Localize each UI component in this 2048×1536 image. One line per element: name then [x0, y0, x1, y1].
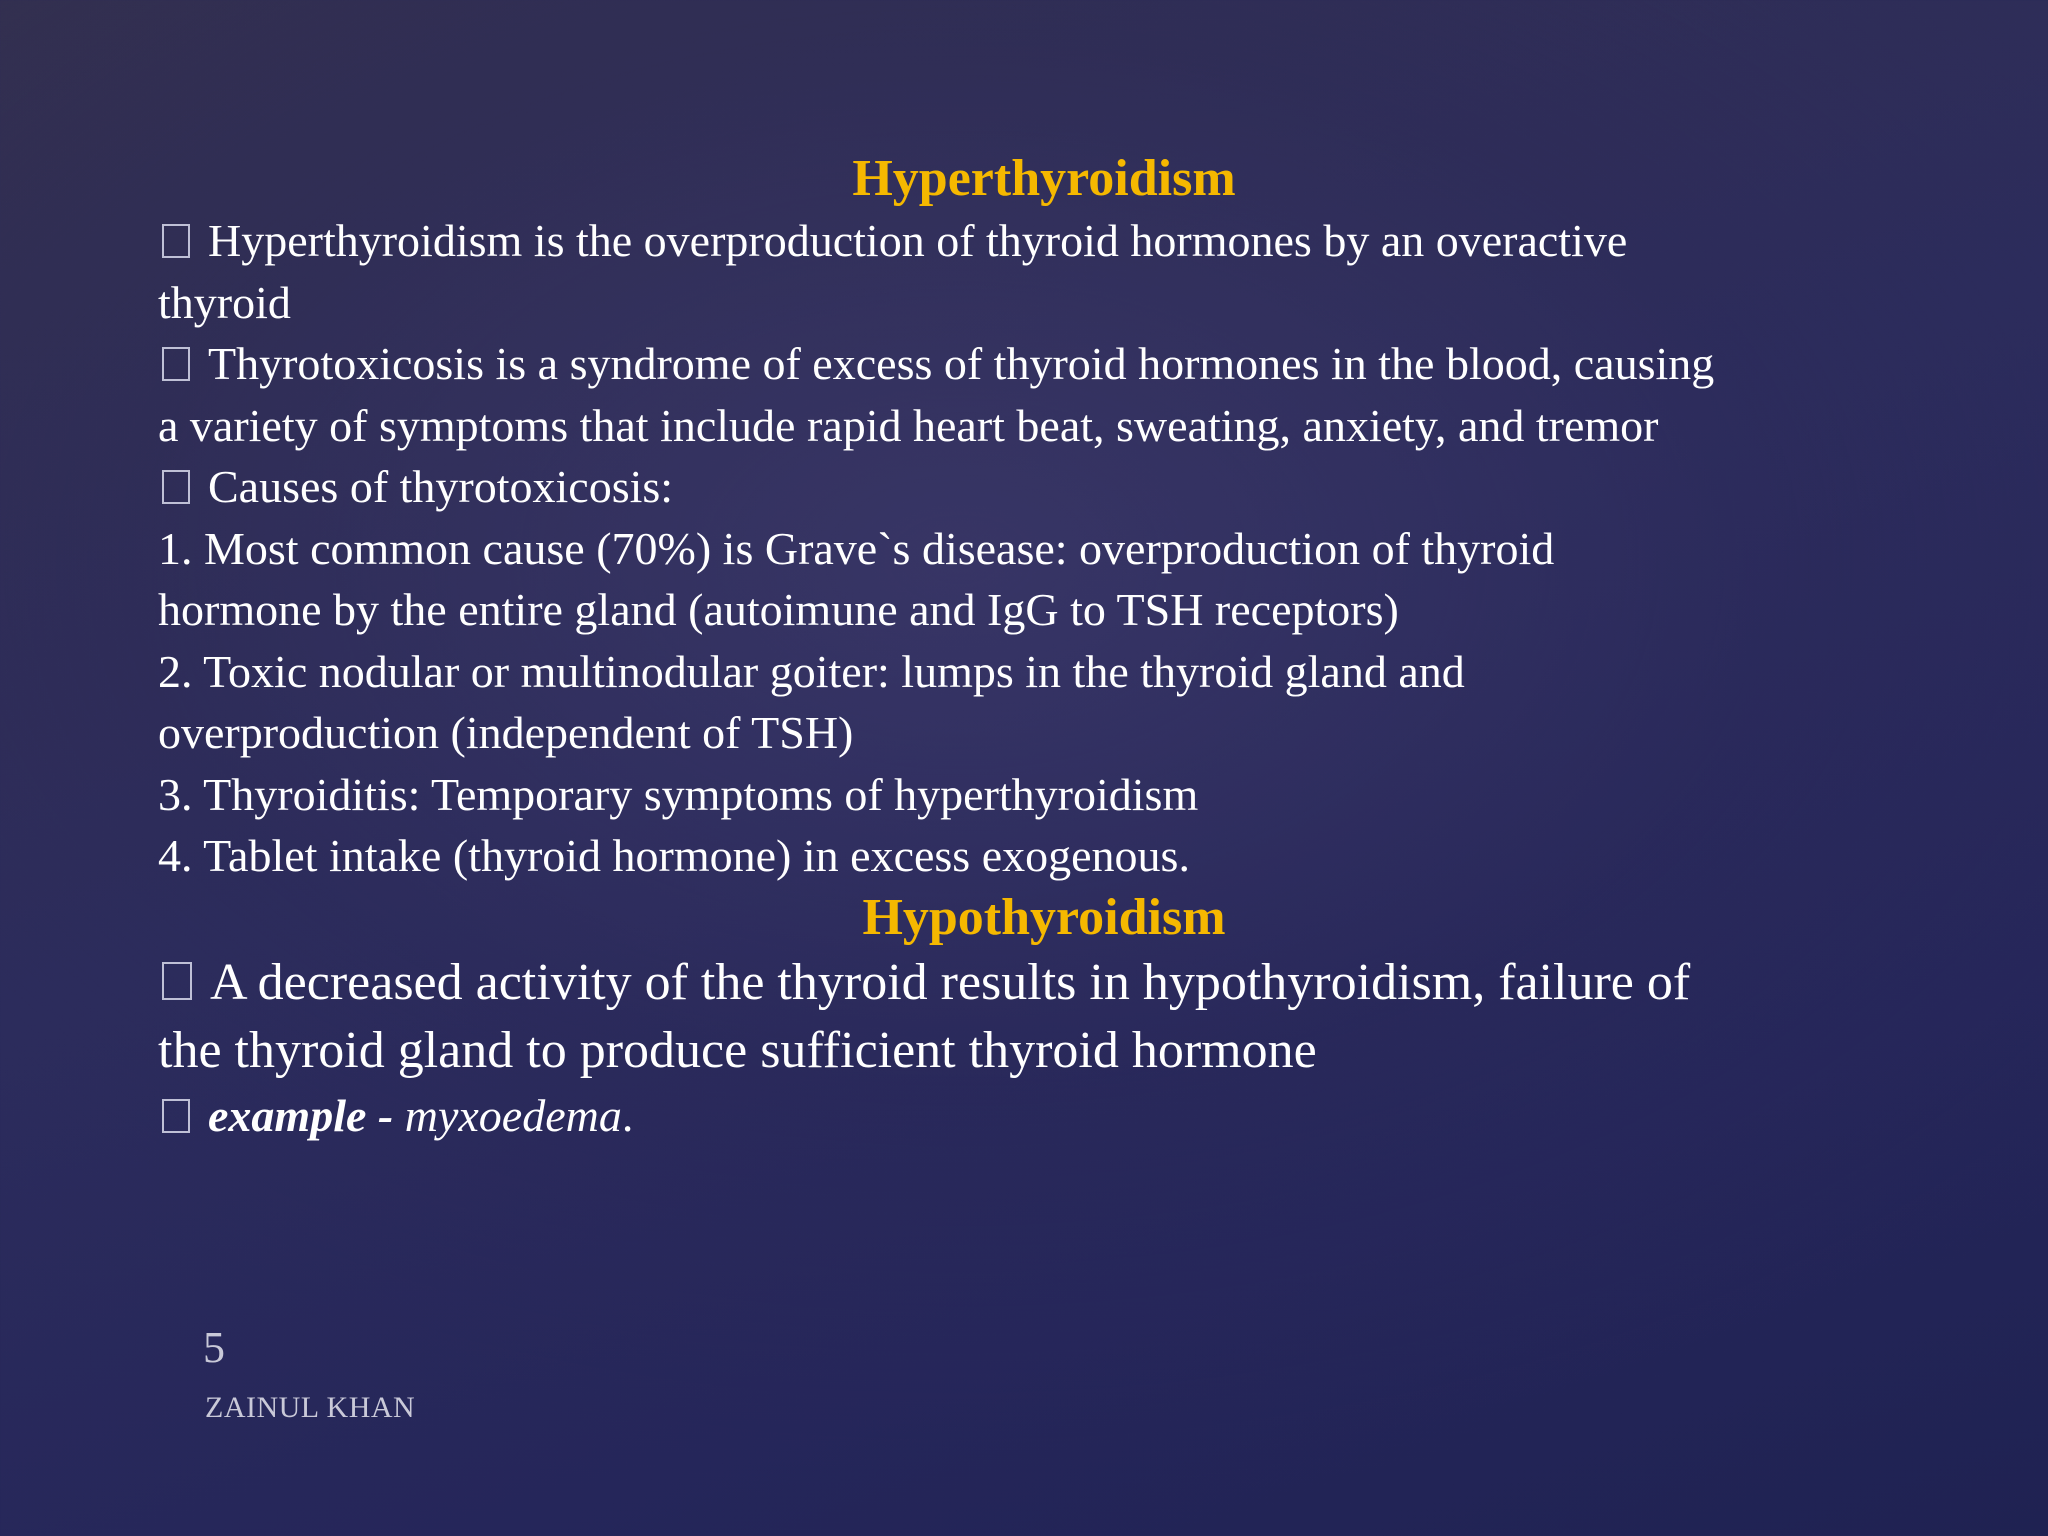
example-value: myxoedema [404, 1089, 622, 1141]
hyper-bullet-3 [158, 456, 1898, 518]
heading-hyperthyroidism: Hyperthyroidism [852, 150, 1236, 207]
hypo-bullet-1 [158, 949, 1898, 1017]
slide-content [158, 148, 1898, 1146]
square-bullet-icon [162, 224, 190, 258]
hyper-bullet-2 [158, 333, 1898, 395]
hyper-bullet-2-text: Thyrotoxicosis is a syndrome of excess of thyroid hormones in the blood, causing [208, 338, 1715, 389]
slide-number: 5 [203, 1323, 225, 1372]
square-bullet-icon [162, 470, 190, 504]
hyper-bullet-1-cont: thyroid [158, 276, 291, 328]
hyper-bullet-1-text: Hyperthyroidism is the overproduction of thyroid hormones by an overactive [208, 215, 1628, 266]
hyper-bullet-1 [158, 210, 1898, 272]
hyper-bullet-3-text: Causes of thyrotoxicosis: [208, 461, 674, 512]
heading-hypothyroidism: Hypothyroidism [862, 888, 1226, 946]
cause-2: 2. Toxic nodular or multinodular goiter: lumps in the thyroid gland and [158, 645, 1465, 697]
cause-3: 3. Thyroiditis: Temporary symptoms of hyperthyroidism [158, 768, 1199, 820]
example-period: . [621, 1089, 634, 1141]
cause-1-cont: hormone by the entire gland (autoimune and IgG to TSH receptors) [158, 584, 1399, 635]
slide-author: ZAINUL KHAN [205, 1391, 416, 1424]
square-bullet-icon [162, 1099, 190, 1133]
cause-4: 4. Tablet intake (thyroid hormone) in excess exogenous. [158, 830, 1190, 881]
hypo-example [158, 1085, 1898, 1147]
cause-2-cont: overproduction (independent of TSH) [158, 707, 854, 758]
hyper-bullet-2-cont: a variety of symptoms that include rapid heart beat, sweating, anxiety, and tremor [158, 399, 1659, 451]
hypo-bullet-1-text: A decreased activity of the thyroid results in hypothyroidism, failure of [210, 953, 1691, 1011]
cause-1: 1. Most common cause (70%) is Grave`s disease: overproduction of thyroid [158, 522, 1555, 574]
square-bullet-icon [162, 347, 190, 381]
example-label: example - [208, 1089, 394, 1141]
square-bullet-icon [162, 962, 192, 1000]
hypo-bullet-1-cont: the thyroid gland to produce sufficient thyroid hormone [158, 1021, 1317, 1079]
